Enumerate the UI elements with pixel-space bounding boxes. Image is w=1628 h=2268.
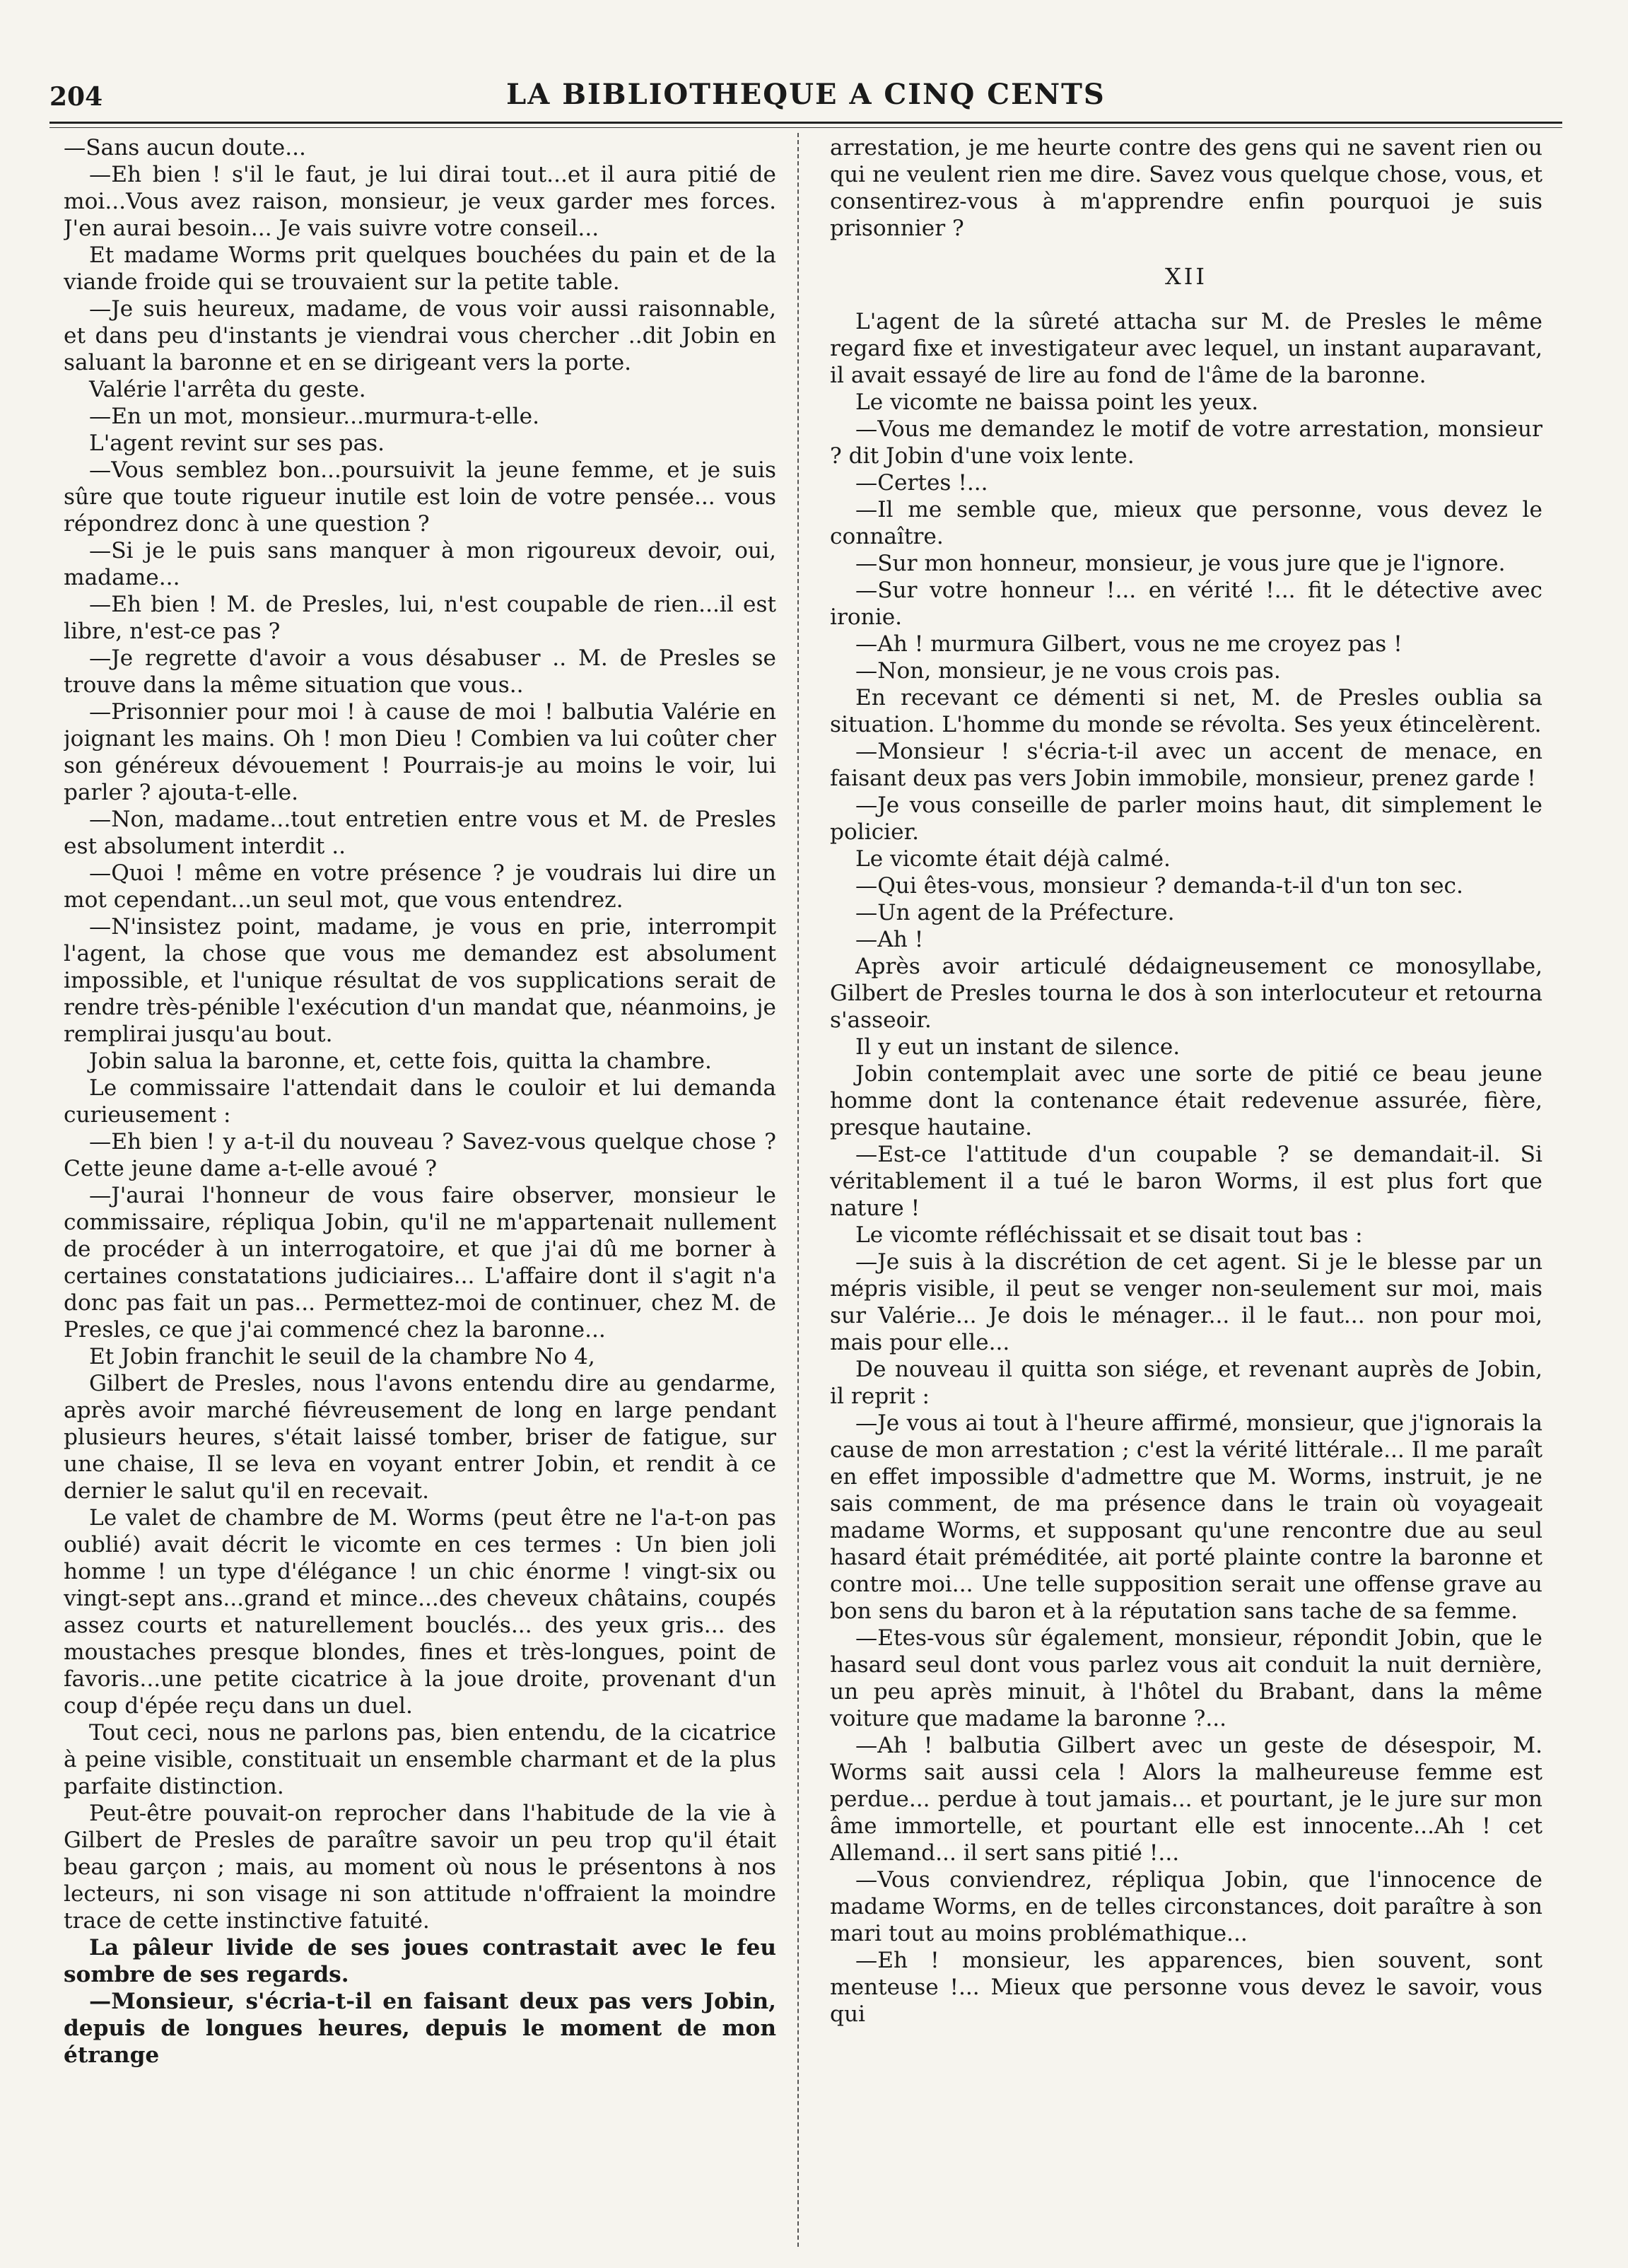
paragraph: Le valet de chambre de M. Worms (peut être ne l'a-t-on pas oublié) avait décrit le vicomte en ces termes : Un bien joli homme ! un type d'élégance ! un chic énorme ! vingt-six ou vingt-sept ans...grand et mince...des cheveux châtains, coupés assez courts et naturellement bouclés... des yeux gris... des moustaches presque blondes, fines et très-longues, point de favoris...une petite cicatrice à la joue droite, provenant d'un coup d'épée reçu dans un duel. [64,1505,776,1719]
paragraph: —Monsieur ! s'écria-t-il avec un accent de menace, en faisant deux pas vers Jobin immobile, monsieur, prenez garde ! [830,739,1542,791]
paragraph: —J'aurai l'honneur de vous faire observer, monsieur le commissaire, répliqua Jobin, qu'il ne m'appartenait nullement de procéder à un interrogatoire, et que j'ai dû me borner à certaines constatations judiciaires... L'affaire dont il s'agit n'a donc pas fait un pas... Permettez-moi de continuer, chez M. de Presles, ce que j'ai commencé chez la baronne... [64,1183,776,1343]
paragraph: —Ah ! [855,927,924,952]
paragraph: Jobin contemplait avec une sorte de pitié ce beau jeune homme dont la contenance était redevenue assurée, fière, presque hautaine. [830,1061,1542,1140]
paragraph: —Etes-vous sûr également, monsieur, répondit Jobin, que le hasard seul dont vous parlez vous ait conduit la nuit dernière, un peu après minuit, à l'hôtel du Brabant, dans la même voiture que madame la baronne ?... [830,1625,1542,1731]
paragraph: La pâleur livide de ses joues contrastait avec le feu sombre de ses regards. [64,1935,776,1987]
page-number: 204 [49,82,103,112]
paragraph: Le vicomte réfléchissait et se disait tout bas : [855,1222,1363,1248]
paragraph: —Eh bien ! s'il le faut, je lui dirai tout...et il aura pitié de moi...Vous avez raison, monsieur, je veux garder mes forces. J'en aurai besoin... Je vais suivre votre conseil... [64,162,776,241]
paragraph: —Vous conviendrez, répliqua Jobin, que l'innocence de madame Worms, en de telles circonstances, doit paraître à son mari tout au moins problémathique... [830,1867,1542,1946]
paragraph: —Eh bien ! y a-t-il du nouveau ? Savez-vous quelque chose ? Cette jeune dame a-t-elle avoué ? [64,1129,776,1181]
paragraph: —N'insistez point, madame, je vous en prie, interrompit l'agent, la chose que vous me demandez est absolument impossible, et l'unique résultat de vos supplications serait de rendre très-pénible l'exécution d'un mandat que, néanmoins, je remplirai jusqu'au bout. [64,914,776,1047]
paragraph: —Monsieur, s'écria-t-il en faisant deux pas vers Jobin, depuis de longues heures, depuis le moment de mon étrange [64,1989,776,2068]
paragraph: —Il me semble que, mieux que personne, vous devez le connaître. [830,497,1542,549]
paragraph: —Non, madame...tout entretien entre vous et M. de Presles est absolument interdit .. [64,807,776,859]
paragraph: —Sur votre honneur !... en vérité !... fit le détective avec ironie. [830,578,1542,630]
paragraph: —Sur mon honneur, monsieur, je vous jure que je l'ignore. [855,551,1506,576]
header-rule-thick [49,122,1562,124]
running-title: LA BIBLIOTHEQUE A CINQ CENTS [506,78,1106,111]
paragraph: —Vous semblez bon...poursuivit la jeune femme, et je suis sûre que toute rigueur inutile est loin de votre pensée... vous répondrez donc à une question ? [64,457,776,537]
paragraph: Et Jobin franchit le seuil de la chambre No 4, [89,1344,595,1369]
paragraph: —Je suis à la discrétion de cet agent. Si je le blesse par un mépris visible, il peut se venger non-seulement sur moi, mais sur Valérie... Je dois le ménager... il le faut... non pour moi, mais pour elle... [830,1249,1542,1355]
paragraph: Après avoir articulé dédaigneusement ce monosyllabe, Gilbert de Presles tourna le dos à son interlocuteur et retourna s'asseoir. [830,954,1542,1033]
paragraph: —Est-ce l'attitude d'un coupable ? se demandait-il. Si véritablement il a tué le baron Worms, il est plus fort que nature ! [830,1142,1542,1221]
paragraph: De nouveau il quitta son siége, et revenant auprès de Jobin, il reprit : [830,1357,1542,1409]
paragraph: —Prisonnier pour moi ! à cause de moi ! balbutia Valérie en joignant les mains. Oh ! mon Dieu ! Combien va lui coûter cher son généreux dévouement ! Pourrais-je au moins le voir, lui parler ? ajouta-t-elle. [64,699,776,805]
paragraph: Le vicomte était déjà calmé. [855,846,1171,872]
paragraph: L'agent revint sur ses pas. [89,431,385,456]
header-rule-thin [49,127,1562,128]
paragraph: Le vicomte ne baissa point les yeux. [855,390,1259,415]
paragraph: —Je suis heureux, madame, de vous voir aussi raisonnable, et dans peu d'instants je viendrai vous chercher ..dit Jobin en saluant la baronne et en se dirigeant vers la porte. [64,296,776,375]
paragraph: —Non, monsieur, je ne vous crois pas. [855,658,1281,684]
chapter-heading: XII [1164,263,1208,290]
column-divider [797,133,799,2247]
right-column [830,134,1542,2248]
paragraph: Peut-être pouvait-on reprocher dans l'habitude de la vie à Gilbert de Presles de paraître savoir un peu trop qu'il était beau garçon ; mais, au moment où nous le présentons à nos lecteurs, ni son visage ni son attitude n'offraient la moindre trace de cette instinctive fatuité. [64,1801,776,1934]
paragraph: —Sans aucun doute... [64,135,306,160]
paragraph: arrestation, je me heurte contre des gens qui ne savent rien ou qui ne veulent rien me dire. Savez vous quelque chose, vous, et consentirez-vous à m'apprendre enfin pourquoi je suis prisonnier ? [830,135,1542,241]
paragraph: Gilbert de Presles, nous l'avons entendu dire au gendarme, après avoir marché fiévreusement de long en large pendant plusieurs heures, s'était laissé tomber, briser de fatigue, sur une chaise, Il se leva en voyant entrer Jobin, et rendit à ce dernier le salut qu'il en recevait. [64,1371,776,1504]
paragraph: —Eh ! monsieur, les apparences, bien souvent, sont menteuse !... Mieux que personne vous devez le savoir, vous qui [830,1948,1542,2027]
paragraph: Le commissaire l'attendait dans le couloir et lui demanda curieusement : [64,1075,776,1128]
left-column [64,134,776,2248]
paragraph: L'agent de la sûreté attacha sur M. de Presles le même regard fixe et investigateur avec lequel, un instant auparavant, il avait essayé de lire au fond de l'âme de la baronne. [830,309,1542,388]
paragraph: Il y eut un instant de silence. [855,1034,1181,1060]
paragraph: Et madame Worms prit quelques bouchées du pain et de la viande froide qui se trouvaient sur la petite table. [64,242,776,295]
paragraph: —Vous me demandez le motif de votre arrestation, monsieur ? dit Jobin d'une voix lente. [830,416,1542,469]
paragraph: —Ah ! balbutia Gilbert avec un geste de désespoir, M. Worms sait aussi cela ! Alors la malheureuse femme est perdue... perdue à tout jamais... et pourtant, je le jure sur mon âme immortelle, et pourtant elle est innocente...Ah ! cet Allemand... il sert sans pitié !... [830,1733,1542,1866]
paragraph: —Je vous ai tout à l'heure affirmé, monsieur, que j'ignorais la cause de mon arrestation ; c'est la vérité littérale... Il me paraît en effet impossible d'admettre que M. Worms, instruit, je ne sais comment, de ma présence dans le train où voyageait madame Worms, et supposant qu'une rencontre due au seul hasard était préméditée, ait porté plainte contre la baronne et contre moi... Une telle supposition serait une offense grave au bon sens du baron et à la réputation sans tache de sa femme. [830,1410,1542,1624]
page-header [49,78,1562,120]
paragraph: Tout ceci, nous ne parlons pas, bien entendu, de la cicatrice à peine visible, constituait un ensemble charmant et de la plus parfaite distinction. [64,1720,776,1799]
paragraph: —Qui êtes-vous, monsieur ? demanda-t-il d'un ton sec. [855,873,1463,899]
paragraph: —Certes !... [855,470,988,496]
paragraph: En recevant ce démenti si net, M. de Presles oublia sa situation. L'homme du monde se révolta. Ses yeux étincelèrent. [830,685,1542,737]
paragraph: —Je vous conseille de parler moins haut, dit simplement le policier. [830,793,1542,845]
paragraph: —Eh bien ! M. de Presles, lui, n'est coupable de rien...il est libre, n'est-ce pas ? [64,592,776,644]
paragraph: —Ah ! murmura Gilbert, vous ne me croyez pas ! [855,631,1402,657]
paragraph: Jobin salua la baronne, et, cette fois, quitta la chambre. [89,1048,712,1074]
paragraph: —Un agent de la Préfecture. [855,900,1175,925]
paragraph: Valérie l'arrêta du geste. [89,377,366,402]
paragraph: —En un mot, monsieur...murmura-t-elle. [89,404,540,429]
paragraph: —Je regrette d'avoir a vous désabuser .. M. de Presles se trouve dans la même situation que vous.. [64,645,776,698]
paragraph: —Si je le puis sans manquer à mon rigoureux devoir, oui, madame... [64,538,776,590]
paragraph: —Quoi ! même en votre présence ? je voudrais lui dire un mot cependant...un seul mot, que vous entendrez. [64,860,776,913]
